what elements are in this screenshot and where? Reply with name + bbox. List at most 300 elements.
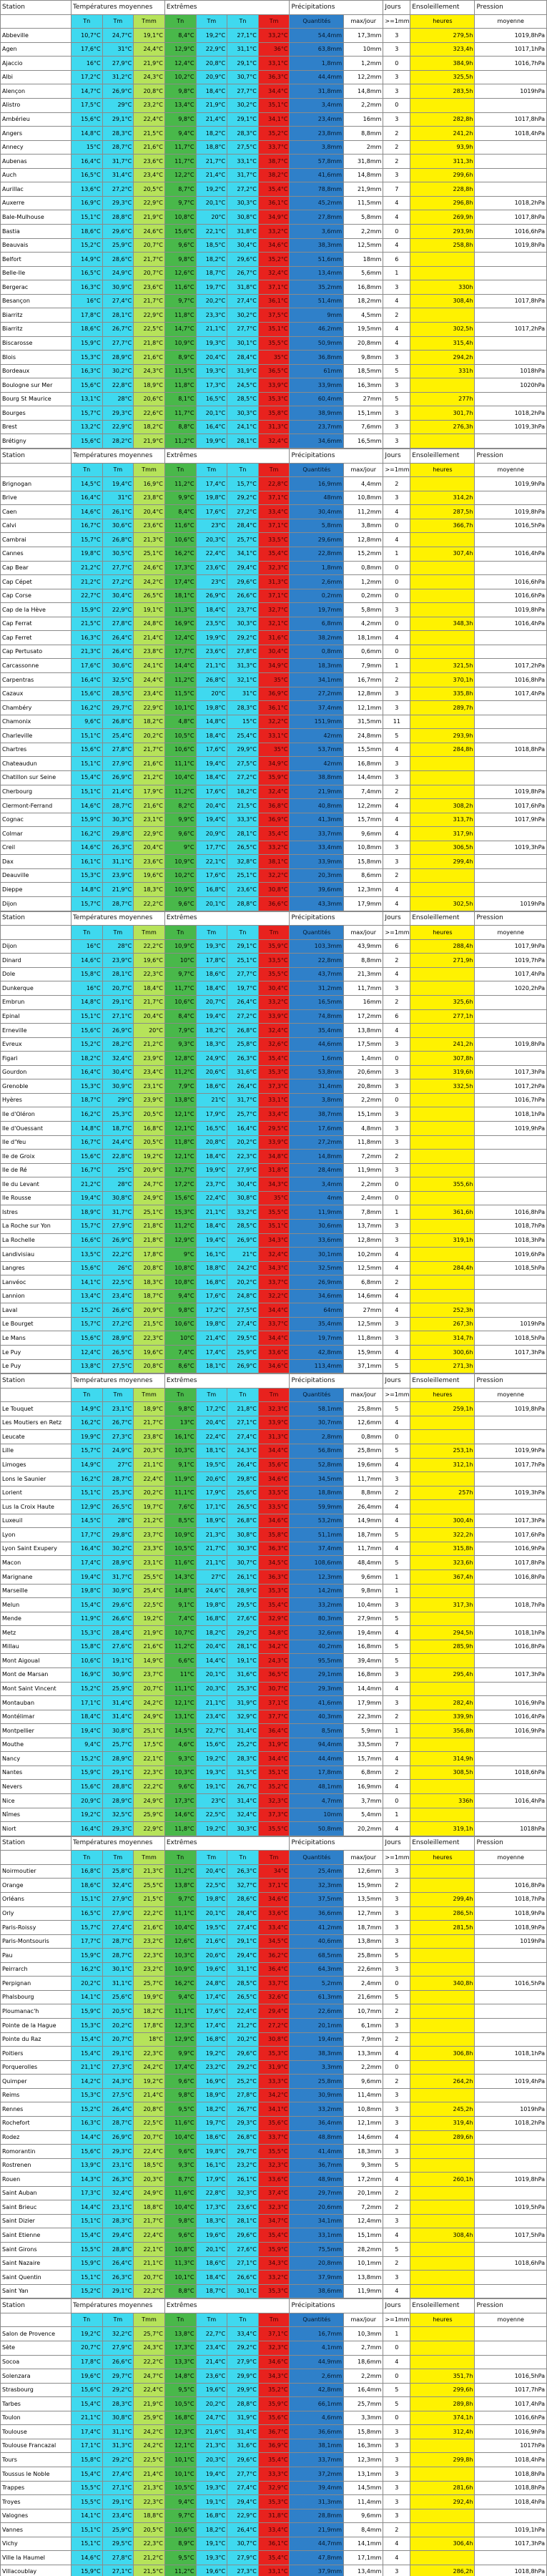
sunshine-hours: 302,5h xyxy=(410,897,475,911)
tn-mean: 14,6°C xyxy=(71,2551,102,2565)
tx-mean: 31,7°C xyxy=(102,1570,134,1585)
sunshine-hours xyxy=(410,1191,475,1205)
days-ge-1mm: 3 xyxy=(383,2453,410,2467)
pressure-mean: 1018,8hPa xyxy=(475,2565,547,2576)
tn-max: 29,1°C xyxy=(227,939,259,954)
tx-max: 36,8°C xyxy=(258,799,290,813)
precip-total: 64,3mm xyxy=(290,1962,344,1977)
station-name: Chatillon sur Seine xyxy=(1,770,72,785)
tn-max: 29,5°C xyxy=(227,1331,259,1346)
precip-total: 21,9mm xyxy=(290,2523,344,2537)
tn-mean: 17,6°C xyxy=(71,659,102,673)
precip-max-day: 15,1mm xyxy=(344,2228,383,2243)
precip-total: 5,2mm xyxy=(290,1977,344,1991)
sunshine-hours xyxy=(410,1500,475,1514)
tx-mean: 25,9°C xyxy=(102,1682,134,1696)
tn-min: 13,4°C xyxy=(164,98,196,112)
station-name: Le Touquet xyxy=(1,1402,72,1416)
tx-mean: 28,9°C xyxy=(102,1752,134,1766)
tx-mean: 26,4°C xyxy=(102,645,134,659)
tn-min: 9,7°C xyxy=(164,196,196,210)
station-name: Ile d'Ouessant xyxy=(1,1122,72,1136)
station-name: Clermont-Ferrand xyxy=(1,799,72,813)
tn-max: 25,2°C xyxy=(227,2075,259,2089)
precip-max-day: 25,8mm xyxy=(344,1402,383,1416)
sunshine-hours: 325,5h xyxy=(410,70,475,84)
station-header: Station xyxy=(1,1374,72,1389)
tm-mean: 22,2°C xyxy=(134,1780,165,1794)
days-ge-1mm: 6 xyxy=(383,253,410,267)
sunshine-header: Ensoleillement xyxy=(410,2299,475,2313)
days-ge-1mm: 0 xyxy=(383,645,410,659)
tn-max: 25,1°C xyxy=(227,954,259,968)
table-row xyxy=(1,1962,547,1977)
precip-max-day: 14,8mm xyxy=(344,84,383,99)
days-ge-1mm: 7 xyxy=(383,1738,410,1752)
tx-max: 35,1°C xyxy=(258,1766,290,1780)
days-ge-1mm: 3 xyxy=(383,1122,410,1136)
tn-max: 26,8°C xyxy=(227,2130,259,2145)
table-row xyxy=(1,98,547,112)
tn-mean: 19,4°C xyxy=(71,1191,102,1205)
tx-min: 18,2°C xyxy=(196,1024,227,1038)
tn-min: 9,9°C xyxy=(164,2047,196,2061)
tx-max: 31,6°C xyxy=(258,631,290,645)
precip-total: 4,6mm xyxy=(290,2411,344,2425)
precip-total: 30,4mm xyxy=(290,505,344,519)
tn-mean: 18,6°C xyxy=(71,225,102,239)
tx-mean: 30,9°C xyxy=(102,1584,134,1598)
tm-mean: 18,9°C xyxy=(134,1402,165,1416)
sunshine-hours: 348,3h xyxy=(410,617,475,631)
tn-min: 9,7°C xyxy=(164,1892,196,1906)
tm-mean: 21,6°C xyxy=(134,757,165,771)
sunshine-hours: 317,9h xyxy=(410,827,475,841)
tx-mean: 26,9°C xyxy=(102,770,134,785)
precip-max-day: 16,7mm xyxy=(344,673,383,687)
tx-max: 33,6°C xyxy=(258,1346,290,1360)
tn-max: 28,1°C xyxy=(227,434,259,449)
days-ge-1mm: 0 xyxy=(383,2369,410,2384)
pressure-mean xyxy=(475,533,547,547)
days-ge-1mm: 5 xyxy=(383,1612,410,1626)
precip-total: 52,8mm xyxy=(290,1458,344,1472)
tm-mean: 19,9°C xyxy=(134,1990,165,2004)
sunshine-hours xyxy=(410,1654,475,1668)
tm-mean: 22,2°C xyxy=(134,2284,165,2298)
station-name: Orange xyxy=(1,1879,72,1893)
days-ge-1mm: 3 xyxy=(383,2439,410,2453)
ge1mm-subheader: >=1mm xyxy=(383,14,410,29)
tx-min: 19,5°C xyxy=(196,1458,227,1472)
tn-max: 29,2°C xyxy=(227,1626,259,1640)
precip-total: 9mm xyxy=(290,308,344,323)
days-ge-1mm: 4 xyxy=(383,631,410,645)
sunshine-hours: 300,6h xyxy=(410,1346,475,1360)
station-name: Creil xyxy=(1,841,72,855)
tx-max: 30,8°C xyxy=(258,2032,290,2047)
tn-max: 26,9°C xyxy=(227,1359,259,1373)
sunshine-header: Ensoleillement xyxy=(410,1374,475,1389)
sunshine-hours xyxy=(410,1150,475,1164)
tx-max: 32,9°C xyxy=(258,2481,290,2495)
tx-max: 31,3°C xyxy=(258,420,290,434)
sunshine-hours xyxy=(410,967,475,981)
sunshine-hours xyxy=(410,883,475,897)
tx-ext-subheader: Tm xyxy=(196,1388,227,1402)
tm-mean: 21,7°C xyxy=(134,2214,165,2228)
header-row xyxy=(1,1836,547,1851)
tx-mean: 24,7°C xyxy=(102,29,134,43)
station-name: Evreux xyxy=(1,1037,72,1052)
tx-min: 23,6°C xyxy=(196,561,227,575)
tn-mean: 16,2°C xyxy=(71,1416,102,1430)
tm-mean: 21,6°C xyxy=(134,351,165,365)
precip-max-day: 10,8mm xyxy=(344,2102,383,2117)
station-name: Limoges xyxy=(1,1458,72,1472)
tm-mean: 17,8°C xyxy=(134,2019,165,2033)
tx-min: 20,4°C xyxy=(196,799,227,813)
tm-mean: 24,4°C xyxy=(134,673,165,687)
days-ge-1mm: 5 xyxy=(383,1528,410,1542)
tx-min: 17,9°C xyxy=(196,2173,227,2187)
tn-max: 31,7°C xyxy=(227,1093,259,1107)
pressure-mean: 1017,7hPa xyxy=(475,1458,547,1472)
tn-mean: 13,6°C xyxy=(71,182,102,197)
sunshine-hours xyxy=(410,2004,475,2019)
precip-total: 41,2mm xyxy=(290,1921,344,1935)
tx-max: 32,3°C xyxy=(258,2158,290,2173)
precip-total: 20,8mm xyxy=(290,2256,344,2271)
tx2-ext-subheader: Tm xyxy=(258,14,290,29)
pressure-mean xyxy=(475,168,547,182)
pressure-mean: 1016,4hPa xyxy=(475,1794,547,1808)
tx-mean: 28,2°C xyxy=(102,1037,134,1052)
station-name: Nancy xyxy=(1,1752,72,1766)
tx-max: 30,7°C xyxy=(258,1682,290,1696)
tm-mean: 19,7°C xyxy=(134,1500,165,1514)
sunshine-hours xyxy=(410,1219,475,1233)
precip-header: Précipitations xyxy=(290,1836,383,1851)
days-ge-1mm: 3 xyxy=(383,70,410,84)
tn-max: 28,1°C xyxy=(227,1640,259,1654)
station-name: Lille xyxy=(1,1444,72,1458)
tn-min: 15,6°C xyxy=(164,225,196,239)
tn-max: 32,3°C xyxy=(227,2186,259,2200)
tn-max: 21,5°C xyxy=(227,799,259,813)
precip-total: 35,4mm xyxy=(290,1024,344,1038)
tx-max: 33,3°C xyxy=(258,2467,290,2482)
tm-mean: 21,1°C xyxy=(134,1458,165,1472)
precip-total: 74,8mm xyxy=(290,1009,344,1024)
tm-mean: 21,2°C xyxy=(134,1037,165,1052)
precip-max-day: 14,8mm xyxy=(344,168,383,182)
tm-mean: 26,5°C xyxy=(134,589,165,603)
tx-mean: 32,4°C xyxy=(102,2186,134,2200)
precip-max-day: 6,8mm xyxy=(344,1766,383,1780)
tn-min: 10,5°C xyxy=(164,2397,196,2411)
tn-max: 31,4°C xyxy=(227,2425,259,2439)
table-row xyxy=(1,995,547,1009)
tx-min: 20,4°C xyxy=(196,1864,227,1879)
station-name: Alistro xyxy=(1,98,72,112)
tn-max: 25,4°C xyxy=(227,729,259,743)
tx-mean: 24,3°C xyxy=(102,2075,134,2089)
tx-max: 32,2°C xyxy=(258,715,290,729)
blank-subheader xyxy=(1,1851,72,1865)
tx-mean: 22,2°C xyxy=(102,1248,134,1262)
tmm-subheader: Tmm xyxy=(134,1388,165,1402)
table-row xyxy=(1,617,547,631)
station-name: Ile du Levant xyxy=(1,1177,72,1192)
days-ge-1mm: 4 xyxy=(383,1822,410,1836)
tn-mean: 15,7°C xyxy=(71,897,102,911)
precip-total: 20,3mm xyxy=(290,868,344,883)
station-name: Boulogne sur Mer xyxy=(1,378,72,393)
precip-max-day: 8,4mm xyxy=(344,2523,383,2537)
table-row xyxy=(1,210,547,225)
pressure-mean xyxy=(475,2284,547,2298)
hours-subheader: heures xyxy=(410,1388,475,1402)
sunshine-hours xyxy=(410,1682,475,1696)
tn-min: 8,4°C xyxy=(164,29,196,43)
sunshine-hours: 286,5h xyxy=(410,1906,475,1921)
days-ge-1mm: 4 xyxy=(383,1024,410,1038)
tx-mean: 29,1°C xyxy=(102,995,134,1009)
tn-min: 17,3°C xyxy=(164,561,196,575)
pressure-mean: 1018,5hPa xyxy=(475,1261,547,1275)
tn-max: 30,7°C xyxy=(227,1556,259,1570)
quantity-subheader: Quantités xyxy=(290,463,344,477)
tn-mean: 14,8°C xyxy=(71,127,102,141)
blank-subheader xyxy=(1,2313,72,2327)
tn-min: 12,1°C xyxy=(164,2439,196,2453)
tx-min: 19,8°C xyxy=(196,2145,227,2159)
tx-min: 19,9°C xyxy=(196,434,227,449)
table-row xyxy=(1,1009,547,1024)
tn-mean: 16,4°C xyxy=(71,673,102,687)
tn-max: 26,1°C xyxy=(227,1570,259,1585)
tn-mean: 14,3°C xyxy=(71,2173,102,2187)
precip-max-day: 5,9mm xyxy=(344,1724,383,1738)
precip-total: 38,7mm xyxy=(290,1107,344,1122)
tx-mean: 28,7°C xyxy=(102,799,134,813)
days-ge-1mm: 4 xyxy=(383,1303,410,1318)
station-name: Phalsbourg xyxy=(1,1990,72,2004)
tx-mean: 28,3°C xyxy=(102,2397,134,2411)
tm-mean: 20,9°C xyxy=(134,1303,165,1318)
precip-max-day: 12,4mm xyxy=(344,2214,383,2228)
precip-max-day: 6,1mm xyxy=(344,2019,383,2033)
mean-subheader: moyenne xyxy=(475,463,547,477)
tn-mean: 15°C xyxy=(71,140,102,155)
tn-max: 30,8°C xyxy=(227,1191,259,1205)
subheader-row xyxy=(1,14,547,29)
tx-mean: 32,4°C xyxy=(102,1052,134,1066)
tn-mean: 16°C xyxy=(71,939,102,954)
days-ge-1mm: 4 xyxy=(383,1261,410,1275)
tn-max: 31,1°C xyxy=(227,1962,259,1977)
sunshine-hours xyxy=(410,266,475,280)
tn-min: 11,1°C xyxy=(164,1486,196,1500)
tx-mean: 27°C xyxy=(102,1458,134,1472)
tn-mean: 14,9°C xyxy=(71,1458,102,1472)
tn-max: 27,2°C xyxy=(227,1009,259,1024)
days-ge-1mm: 0 xyxy=(383,1093,410,1107)
tx-max: 35,3°C xyxy=(258,1584,290,1598)
pressure-mean xyxy=(475,2214,547,2228)
precip-max-day: 12,1mm xyxy=(344,701,383,715)
tn-min: 9,5°C xyxy=(164,2551,196,2565)
header-row xyxy=(1,449,547,464)
sunshine-hours: 253,1h xyxy=(410,1444,475,1458)
days-ge-1mm: 4 xyxy=(383,897,410,911)
tn-min: 11,1°C xyxy=(164,757,196,771)
tx-max: 35,6°C xyxy=(258,2116,290,2130)
pressure-mean xyxy=(475,280,547,295)
tx-mean: 31,4°C xyxy=(102,1710,134,1724)
sunshine-hours: 335,8h xyxy=(410,687,475,701)
tn-min: 16,8°C xyxy=(164,2411,196,2425)
sunshine-hours xyxy=(410,2186,475,2200)
tn-max: 28,6°C xyxy=(227,1892,259,1906)
precip-total: 42mm xyxy=(290,757,344,771)
tn2-ext-subheader: Tn xyxy=(227,1851,259,1865)
days-ge-1mm: 4 xyxy=(383,1248,410,1262)
table-row xyxy=(1,631,547,645)
precip-total: 3,4mm xyxy=(290,1177,344,1192)
tn-min: 9,6°C xyxy=(164,1780,196,1794)
precip-total: 94,4mm xyxy=(290,1738,344,1752)
days-ge-1mm: 2 xyxy=(383,308,410,323)
tn-max: 26,8°C xyxy=(227,1024,259,1038)
tx-max: 35,3°C xyxy=(258,1065,290,1079)
station-name: Mont de Marsan xyxy=(1,1667,72,1682)
pressure-mean xyxy=(475,1163,547,1177)
tmm-subheader: Tmm xyxy=(134,2313,165,2327)
table-row xyxy=(1,1598,547,1612)
tn-min: 12,4°C xyxy=(164,57,196,71)
precip-max-day: 11,8mm xyxy=(344,1135,383,1150)
tn-mean: 14,8°C xyxy=(71,995,102,1009)
station-name: Brest xyxy=(1,420,72,434)
tn-max: 21,2°C xyxy=(227,2019,259,2033)
days-ge-1mm: 2 xyxy=(383,995,410,1009)
tx-mean: 29,7°C xyxy=(102,701,134,715)
tn-min: 10°C xyxy=(164,954,196,968)
tm-mean: 25,1°C xyxy=(134,547,165,561)
days-ge-1mm: 4 xyxy=(383,1500,410,1514)
pressure-mean xyxy=(475,995,547,1009)
tn2-ext-subheader: Tn xyxy=(227,926,259,940)
precip-total: 51,1mm xyxy=(290,1528,344,1542)
tx-max: 32,6°C xyxy=(258,1990,290,2004)
tn-min: 12,1°C xyxy=(164,1122,196,1136)
tx-mean: 26,8°C xyxy=(102,715,134,729)
precip-max-day: 12,3mm xyxy=(344,2453,383,2467)
tx-max: 35,1°C xyxy=(258,322,290,336)
tn-max: 21,8°C xyxy=(227,1402,259,1416)
pressure-mean: 1016,5hPa xyxy=(475,1977,547,1991)
tx-min: 19,3°C xyxy=(196,336,227,351)
tn-max: 30,3°C xyxy=(227,1542,259,1556)
tn-min: 11,7°C xyxy=(164,406,196,421)
tx-min: 22,7°C xyxy=(196,2327,227,2341)
station-name: Mende xyxy=(1,1612,72,1626)
pressure-mean xyxy=(475,1430,547,1444)
precip-max-day: 12,2mm xyxy=(344,799,383,813)
pressure-mean: 1016,4hPa xyxy=(475,617,547,631)
tm-mean: 23,9°C xyxy=(134,1093,165,1107)
tn-mean: 15,3°C xyxy=(71,351,102,365)
station-name: Auxerre xyxy=(1,196,72,210)
tx-max: 34,9°C xyxy=(258,659,290,673)
precip-total: 50,8mm xyxy=(290,1822,344,1836)
table-row xyxy=(1,575,547,589)
tn-mean: 15,1°C xyxy=(71,2523,102,2537)
tn-max: 31,3°C xyxy=(227,659,259,673)
data-block xyxy=(0,0,547,449)
precip-total: 22,6mm xyxy=(290,2004,344,2019)
tx-max: 34°C xyxy=(258,1864,290,1879)
ge1mm-subheader: >=1mm xyxy=(383,2313,410,2327)
tx-max: 33,5°C xyxy=(258,533,290,547)
tx-mean: 27,9°C xyxy=(102,1906,134,1921)
mean-subheader: moyenne xyxy=(475,2313,547,2327)
table-row xyxy=(1,2032,547,2047)
tx-mean: 30,8°C xyxy=(102,1724,134,1738)
sunshine-hours xyxy=(410,631,475,645)
pressure-mean xyxy=(475,2271,547,2285)
tn-mean: 18,6°C xyxy=(71,1879,102,1893)
station-name: Erneville xyxy=(1,1024,72,1038)
tn-mean: 13,9°C xyxy=(71,2158,102,2173)
precip-max-day: 0,2mm xyxy=(344,589,383,603)
pressure-mean: 1016,6hPa xyxy=(475,589,547,603)
days-ge-1mm: 3 xyxy=(383,84,410,99)
precip-total: 18,8mm xyxy=(290,1486,344,1500)
tn-min: 8,7°C xyxy=(164,2173,196,2187)
tm-mean: 22,5°C xyxy=(134,322,165,336)
precip-total: 38,1mm xyxy=(290,2439,344,2453)
table-row xyxy=(1,2145,547,2159)
tx-max: 34,5°C xyxy=(258,1556,290,1570)
tx-max: 33,9°C xyxy=(258,1135,290,1150)
precip-total: 34,5mm xyxy=(290,1472,344,1487)
tn-mean: 15,7°C xyxy=(71,1317,102,1331)
table-row xyxy=(1,1122,547,1136)
precip-max-day: 10mm xyxy=(344,42,383,57)
tn-mean: 21,2°C xyxy=(71,575,102,589)
tx-mean: 32,2°C xyxy=(102,2327,134,2341)
table-row xyxy=(1,225,547,239)
table-row xyxy=(1,2173,547,2187)
sunshine-hours xyxy=(410,770,475,785)
sunshine-hours: 288,4h xyxy=(410,939,475,954)
sunshine-hours: 339,9h xyxy=(410,1710,475,1724)
precip-total: 34,1mm xyxy=(290,2214,344,2228)
sunshine-hours: 279,5h xyxy=(410,29,475,43)
precip-total: 53,8mm xyxy=(290,1065,344,1079)
tx-min: 16,1°C xyxy=(196,2158,227,2173)
precip-total: 36,4mm xyxy=(290,2116,344,2130)
days-ge-1mm: 1 xyxy=(383,1808,410,1822)
tn-max: 27,6°C xyxy=(227,2243,259,2257)
days-ge-1mm: 3 xyxy=(383,2425,410,2439)
pressure-mean xyxy=(475,140,547,155)
tm-mean: 20,7°C xyxy=(134,238,165,253)
precip-max-day: 2mm xyxy=(344,140,383,155)
